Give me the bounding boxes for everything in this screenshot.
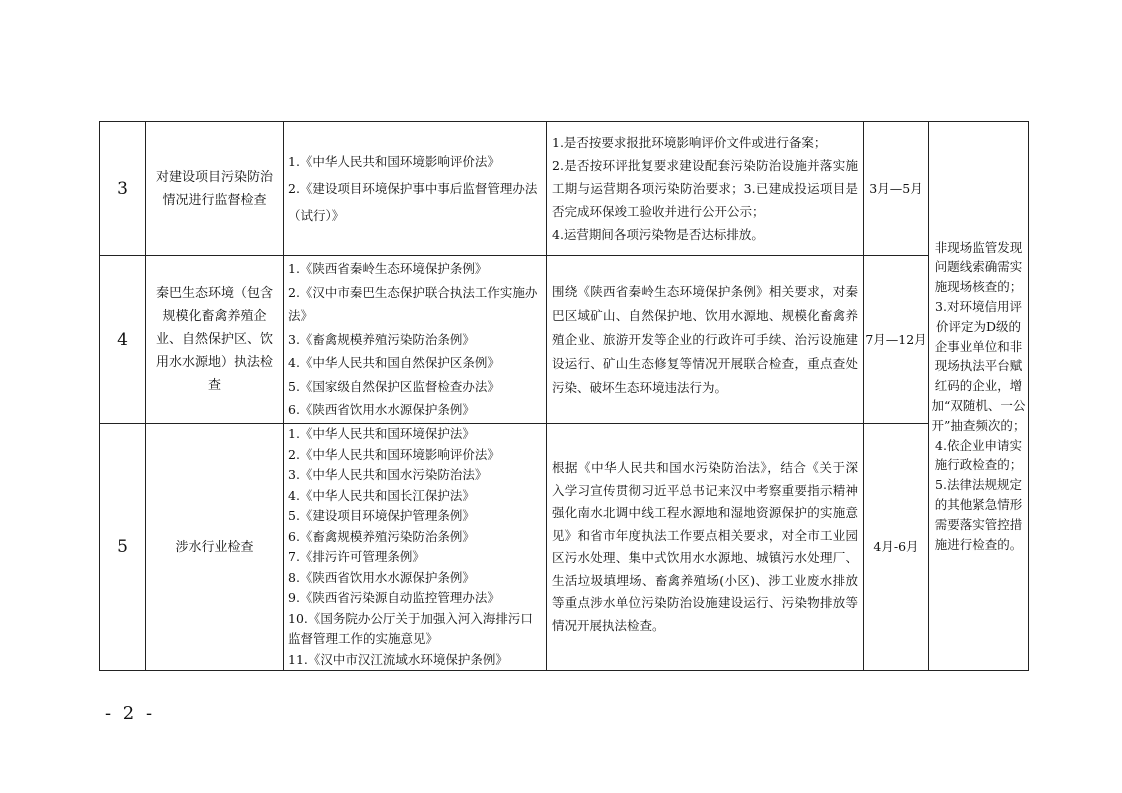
content-item: 1.是否按要求报批环境影响评价文件或进行备案； (552, 135, 827, 150)
basis-item: 9.《陕西省污染源自动监控管理办法》 (288, 590, 500, 605)
inspection-target: 对建设项目污染防治情况进行监督检查 (146, 122, 284, 256)
inspection-time: 3月—5月 (864, 122, 929, 256)
content-item: 4.运营期间各项污染物是否达标排放。 (552, 227, 764, 242)
table-row (100, 424, 1029, 671)
basis-item: 6.《畜禽规模养殖污染防治条例》 (288, 528, 475, 544)
legal-basis (284, 122, 547, 256)
content-item: 围绕《陕西省秦岭生态环境保护条例》相关要求，对秦巴区域矿山、自然保护地、饮用水源地、规模化畜禽养殖企业、旅游开发等企业的行政许可手续、治污设施建设运行、矿山生态修复等情况开展联合检查，重点查处污染、破坏生态环境违法行为。 (552, 283, 858, 395)
content-item: 根据《中华人民共和国水污染防治法》，结合《关于深入学习宣传贯彻习近平总书记来汉中考察重要指示精神强化南水北调中线工程水源地和湿地资源保护的实施意见》和省市年度执法工作要点相关要求，对全市工业园区污水处理、集中式饮用水水源地、城镇污水处理厂、生活垃圾填埋场、畜禽养殖场(小区)、涉工业废水排放等重点涉水单位污染防治设施建设运行、污染物排放等情况开展执法检查。 (552, 460, 858, 633)
legal-basis (284, 256, 547, 424)
basis-item: 2.《中华人民共和国环境影响评价法》 (288, 446, 500, 462)
inspection-content (547, 256, 864, 424)
basis-item: 2.《建设项目环境保护事中事后监督管理办法（试行）》 (288, 181, 538, 223)
table-row (100, 256, 1029, 424)
inspection-time: 4月-6月 (864, 424, 929, 671)
basis-item: 10.《国务院办公厅关于加强入河入海排污口监督管理工作的实施意见》 (288, 610, 533, 646)
basis-item: 1.《中华人民共和国环境影响评价法》 (288, 154, 500, 169)
basis-item: 5.《国家级自然保护区监督检查办法》 (288, 378, 500, 394)
inspection-plan-table (99, 121, 1029, 671)
basis-item: 4.《中华人民共和国长江保护法》 (288, 487, 475, 503)
basis-item: 2.《汉中市秦巴生态保护联合执法工作实施办法》 (288, 284, 538, 324)
inspection-target: 涉水行业检查 (146, 424, 284, 671)
basis-item: 1.《中华人民共和国环境保护法》 (288, 426, 475, 441)
basis-item: 6.《陕西省饮用水水源保护条例》 (288, 402, 475, 418)
table-row (100, 122, 1029, 256)
row-number: 4 (100, 256, 146, 424)
basis-item: 4.《中华人民共和国自然保护区条例》 (288, 355, 500, 371)
inspection-target: 秦巴生态环境（包含规模化畜禽养殖企业、自然保护区、饮用水水源地）执法检查 (146, 256, 284, 424)
basis-item: 5.《建设项目环境保护管理条例》 (288, 508, 475, 523)
basis-item: 3.《中华人民共和国水污染防治法》 (288, 467, 488, 482)
inspection-content (547, 424, 864, 671)
basis-item: 3.《畜禽规模养殖污染防治条例》 (288, 331, 475, 347)
row-number: 3 (100, 122, 146, 256)
basis-item: 7.《排污许可管理条例》 (288, 549, 425, 564)
basis-item: 8.《陕西省饮用水水源保护条例》 (288, 569, 475, 585)
page-number: - 2 - (105, 703, 156, 724)
basis-item: 1.《陕西省秦岭生态环境保护条例》 (288, 261, 488, 277)
inspection-time: 7月—12月 (864, 256, 929, 424)
basis-item: 11.《汉中市汉江流域水环境保护条例》 (288, 651, 508, 667)
legal-basis (284, 424, 547, 671)
remark-cell: 非现场监管发现问题线索确需实施现场核查的；3.对环境信用评价评定为D级的企事业单位和非现场执法平台赋红码的企业，增加“双随机、一公开”抽查频次的；4.依企业申请实施行政检查的；5.法律法规规定的其他紧急情形需要落实管控措施进行检查的。 (929, 122, 1029, 671)
content-item: 2.是否按环评批复要求建设配套污染防治设施并落实施工期与运营期各项污染防治要求；3.已建成投运项目是否完成环保竣工验收并进行公开公示； (552, 158, 858, 219)
row-number: 5 (100, 424, 146, 671)
inspection-content (547, 122, 864, 256)
